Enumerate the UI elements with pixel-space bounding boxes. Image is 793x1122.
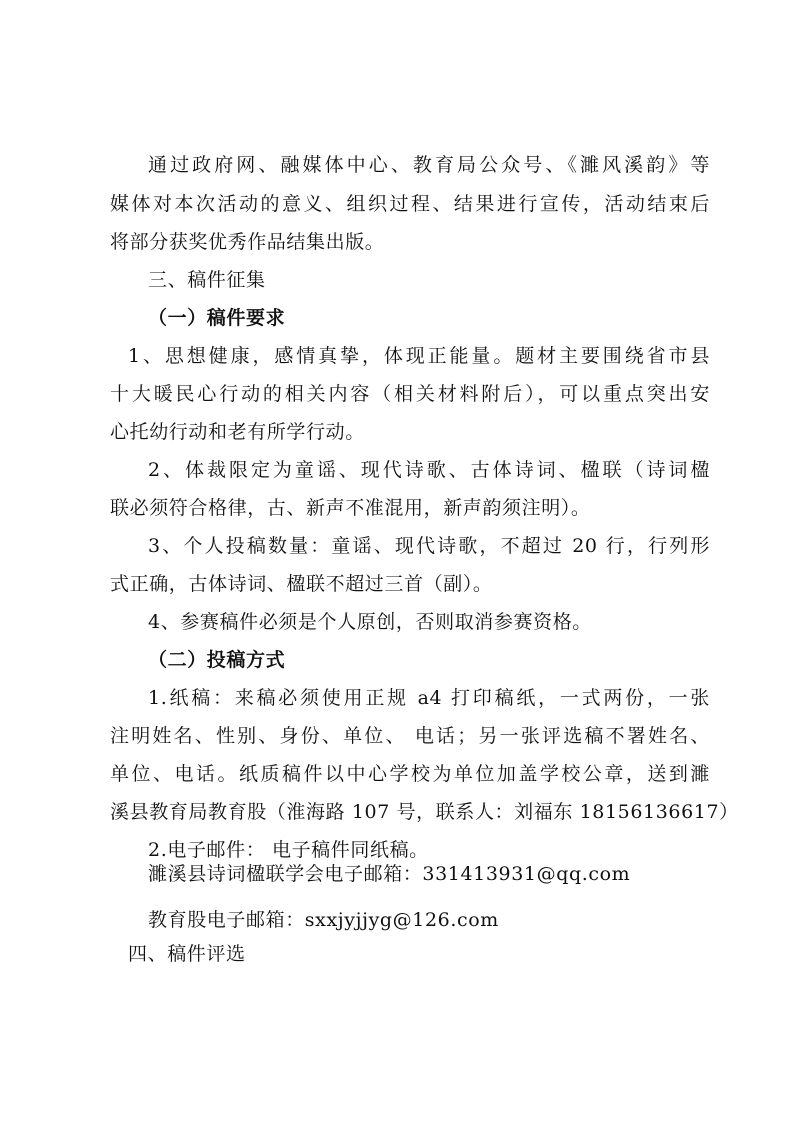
method-1-line-2: 注明姓名、性别、身份、单位、 电话；另一张评选稿不署姓名、 xyxy=(110,725,710,747)
requirement-3-line-2: 式正确，古体诗词、楹联不超过三首（副）。 xyxy=(110,573,493,595)
requirement-4: 4、参赛稿件必须是个人原创，否则取消参赛资格。 xyxy=(148,611,592,633)
publicity-line-3: 将部分获奖优秀作品结集出版。 xyxy=(110,231,385,253)
method-2: 2.电子邮件： 电子稿件同纸稿。 xyxy=(148,839,429,861)
method-1-line-1: 1.纸稿：来稿必须使用正规 a4 打印稿纸，一式两份，一张 xyxy=(148,687,710,709)
requirement-1-line-1: 1、思想健康，感情真挚，体现正能量。题材主要围绕省市县 xyxy=(128,345,710,367)
subsection-1-title: （一）稿件要求 xyxy=(148,307,286,329)
subsection-2-title: （二）投稿方式 xyxy=(148,649,286,671)
requirement-1-line-2: 十大暖民心行动的相关内容（相关材料附后），可以重点突出安 xyxy=(110,383,710,405)
education-email: 教育股电子邮箱：sxxjyjjyg@126.com xyxy=(148,909,499,931)
section-4-title: 四、稿件评选 xyxy=(128,943,246,965)
requirement-1-line-3: 心托幼行动和老有所学行动。 xyxy=(110,421,365,443)
publicity-line-1: 通过政府网、融媒体中心、教育局公众号、《濉风溪韵》等 xyxy=(148,154,710,176)
poetry-society-email: 濉溪县诗词楹联学会电子邮箱：331413931@qq.com xyxy=(148,863,631,885)
section-3-title: 三、稿件征集 xyxy=(148,269,266,291)
requirement-2-line-2: 联必须符合格律，古、新声不准混用，新声韵须注明）。 xyxy=(110,497,591,519)
method-1-line-4: 溪县教育局教育股（淮海路 107 号，联系人：刘福东 18156136617） xyxy=(110,801,739,823)
requirement-2-line-1: 2、体裁限定为童谣、现代诗歌、古体诗词、楹联（诗词楹 xyxy=(148,459,710,481)
method-1-line-3: 单位、电话。纸质稿件以中心学校为单位加盖学校公章，送到濉 xyxy=(110,763,710,785)
publicity-line-2: 媒体对本次活动的意义、组织过程、结果进行宣传，活动结束后 xyxy=(110,193,710,215)
requirement-3-line-1: 3、个人投稿数量：童谣、现代诗歌，不超过 20 行，行列形 xyxy=(148,535,710,557)
